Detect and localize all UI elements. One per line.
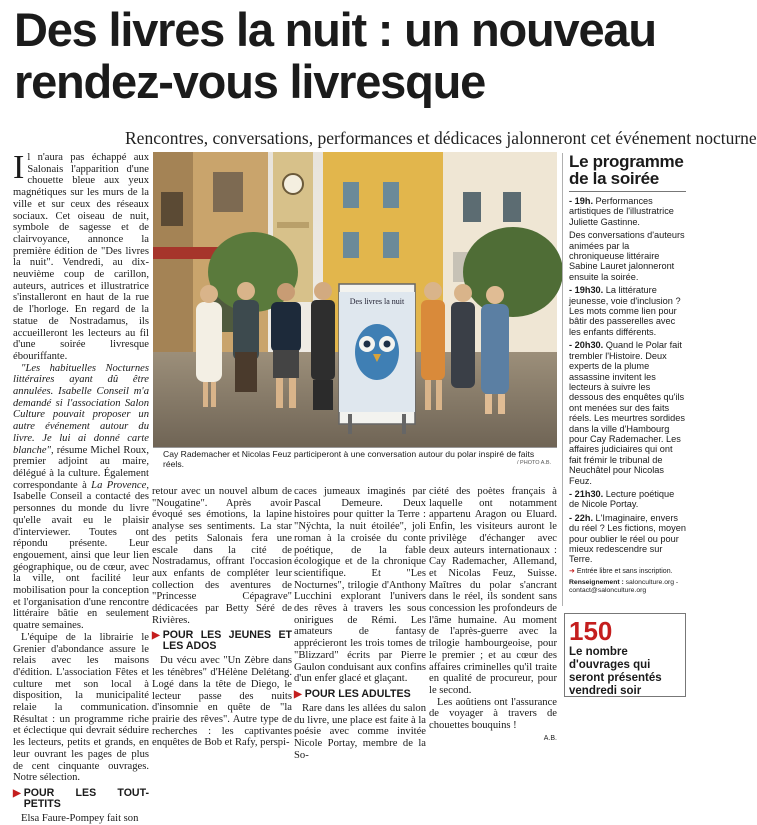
program-item: - 19h30. La littérature jeunesse, voie d'inclusion ? Les mots comme lien pour bâtir des passerelles avec les enfants différents.	[569, 285, 681, 337]
sidebar-rule	[569, 191, 686, 192]
poster-title: Des livres la nuit	[349, 297, 405, 306]
section-arrow-icon: ▶	[294, 688, 302, 700]
article-paragraph-1: Il n'aura pas échappé aux Salonais l'apparition d'une chouette bleue aux yeux magnétiques sur les murs de la ville et sur ceux des réseaux sociaux. Cet oiseau de nuit, symbole de sagesse et de clairvoyance, annonce la première édition de "Des livres la nuit". Vendredi, au dix-neuvième coup de carillon, auteurs, autrices et illustratrice s'installeront en haut de la rue de l'horloge. En regard de la statue de Nostradamus, ils accueilleront les lecteurs au fil d'une soirée livresque ébouriffante.	[13, 149, 149, 362]
program-item: - 20h30. Quand le Polar fait trembler l'Histoire. Deux experts de la plume assassine invitent les lecteurs à suivre les dessous des enquêtes qu'ils ont menées sur des faits réels. Les meurtres sordides dans la ville d'Hambourg pour Cay Rademacher. Les affaires judiciaires qui ont fait frémir le tribunal de Neuchâtel pour Nicolas Feuz.	[569, 340, 685, 486]
article-paragraph-5: Du vécu avec "Un Zèbre dans les ténèbres" d'Hélène Delétang. Logé dans la tête de Diego, le lecteur passe des nuits d'insomnie en quête de "la prairie des rêves". Autre type de recherches : les captivantes enquêtes de Bob et Rafy, perspi-	[152, 655, 292, 749]
article-column-4	[429, 486, 557, 744]
article-column-3	[294, 486, 426, 761]
program-item: - 19h. Performances artistiques de l'illustratrice Juliette Gastinne.	[569, 196, 674, 227]
program-sidebar	[562, 153, 686, 606]
author-signature: A.B.	[543, 734, 557, 742]
arrow-right-icon: ➜	[569, 567, 577, 575]
section-title-adults: ▶ POUR LES ADULTES	[294, 687, 411, 700]
article-paragraph-4: Elsa Faure-Pompey fait son	[21, 812, 139, 824]
photo-caption: Cay Rademacher et Nicolas Feuz participeront à une conversation autour du polar inspiré de faits réels.	[163, 449, 535, 469]
article-column-1	[13, 149, 149, 825]
books-count-box	[564, 613, 686, 697]
headline	[14, 4, 682, 108]
section-title-teens: ▶ POUR LES JEUNES ET LES ADOS	[152, 629, 292, 653]
caption-rule	[153, 447, 557, 448]
photo-credit: / PHOTO A.B.	[517, 460, 552, 466]
drop-cap: I	[13, 149, 25, 186]
books-count-number: 150	[569, 616, 613, 646]
contact-info: Renseignement : salonculture.org - contact@salonculture.org	[569, 578, 679, 594]
program-item: - 22h. L'Imaginaire, envers du réel ? Les fictions, moyen pour oublier le réel ou pour mieux redescendre sur Terre.	[569, 512, 686, 565]
event-photo	[153, 152, 557, 448]
article-paragraph-4-cont: retour avec un nouvel album de "Nougatine". Après avoir évoqué ses émotions, la lapine analyse ses sentiments. La star des petits Salonais fera une escale dans la cité de Nostradamus, offrant l'occasion aux enfants de compléter leur collection des aventures de "Princesse Cépagrave" dédicacées par Betty Séré de Rivières.	[152, 486, 292, 626]
books-count-label: Le nombre d'ouvrages qui seront présentés vendredi soir	[569, 646, 662, 697]
program-item: - 21h30. Lecture poétique de Nicole Portay.	[569, 488, 675, 510]
article-paragraph-3: L'équipe de la librairie le Grenier d'abondance assure le relais avec les maisons d'édition. L'association Fêtes et culture met son local à disposition, la municipalité relaie la communication. Résultat : un programme riche et éclectique qui devrait séduire les lecteurs, petits et grands, en leur ouvrant les pages de plus de cent cinquante ouvrages. Notre sélection.	[13, 631, 149, 784]
article-paragraph-5-cont: caces jumeaux imaginés par Pascal Demeure. Deux histoires pour quitter la Terre : "Nÿchta, la nuit étoilée", joli roman à la croisée du conte poétique, de la fable écologique et de la chronique scientifique. Et "Les Nocturnes", trilogie d'Anthony Lucchini explorant l'univers des rêves à travers les sous onirigues de Rémi. Les amateurs de fantasy apprécieront les trois tomes de "Blizzard" écrits par Pierre Gaulon conduisant aux confins d'un enfer glacé et glaçant.	[294, 486, 426, 685]
section-arrow-icon: ▶	[152, 630, 160, 642]
free-entry-note: ➜ Entrée libre et sans inscription.	[569, 567, 673, 575]
article-column-2	[152, 486, 292, 749]
headline-line-2: rendez-vous livresque	[14, 55, 486, 108]
subtitle: Rencontres, conversations, performances et dédicaces jalonneront cet événement nocturne	[125, 128, 757, 148]
program-item: Des conversations d'auteurs animées par la chroniqueuse littéraire Sabine Lauret jalonneront ensuite la soirée.	[569, 230, 685, 282]
article-paragraph-7: Les aoûtiens ont l'assurance de voyager à travers de chouettes bouquins !	[429, 696, 557, 732]
article-paragraph-6-cont: ciété des poètes français à laquelle ont notamment appartenu Aragon ou Eluard. Enfin, les visiteurs auront le privilège d'échanger avec deux auteurs internationaux : Cay Rademacher, Allemand, et Nicolas Feuz, Suisse. Maîtres du polar s'ancrant dans le réel, ils sondent sans concession les profondeurs de l'âme humaine. Au moment de l'après-guerre avec la trilogie hambourgeoise, pour le premier ; et au cœur des affaires criminelles qu'il traite en qualité de procureur, pour le second.	[429, 486, 557, 696]
article-paragraph-2: "Les habituelles Nocturnes littéraires ayant dû être annulées. Isabelle Conseil m'a demandé si l'association Salon Culture pouvait proposer un autre événement autour du livre. Je lui ai donné carte blanche", résume Michel Roux, premier adjoint au maire, délégué à la culture. Également correspondante à La Provence, Isabelle Conseil a contacté des personnes du monde du livre qu'elle avait eu le plaisir d'interviewer. Toutes ont répondu présente. Leur engouement, ainsi que leur lien géographique, ou de cœur, avec la ville, ont facilité leur mobilisation pour la conception et l'organisation d'une rencontre littéraire bâtie en seulement quatre semaines.	[13, 362, 149, 632]
article-paragraph-6: Rare dans les allées du salon du livre, une place est faite à la poésie avec comme invitée Nicole Portay, membre de la So-	[294, 702, 426, 761]
sidebar-title: Le programme de la soirée	[569, 152, 684, 188]
event-photo-illustration	[153, 152, 557, 448]
section-title-kids: ▶ POUR LES TOUT-PETITS	[13, 786, 149, 810]
headline-line-1: Des livres la nuit : un nouveau	[14, 3, 656, 56]
section-arrow-icon: ▶	[13, 787, 21, 799]
